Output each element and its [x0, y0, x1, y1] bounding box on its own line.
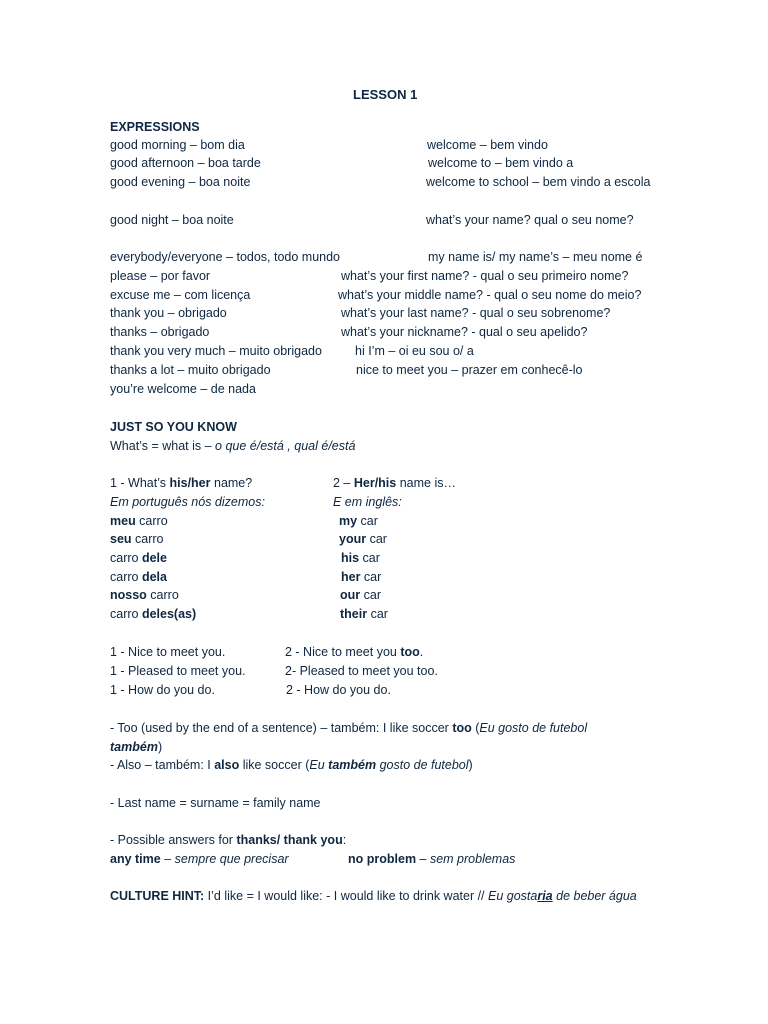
text-bold: meu [110, 514, 136, 528]
portuguese-possessive [110, 586, 179, 604]
greeting-reply [285, 643, 423, 661]
text: - Also – também: I [110, 758, 215, 772]
english-possessive [339, 512, 378, 530]
portuguese-possessive [110, 530, 164, 548]
expression-left: please – por favor [110, 269, 211, 283]
text-bold: her [341, 570, 361, 584]
text: carro [110, 570, 142, 584]
expression-left: excuse me – com licença [110, 288, 251, 302]
page-title: LESSON 1 [353, 87, 418, 102]
text-bold: Her/his [353, 476, 397, 490]
expression-right: what’s your last name? - qual o seu sobrenome? [341, 306, 611, 320]
expression-right: welcome to school – bem vindo a escola [426, 175, 651, 189]
portuguese-label: Em português nós dizemos: [110, 495, 265, 509]
expression-left: good night – boa noite [110, 213, 234, 227]
text-italic: Eu gosto de futebol [479, 721, 588, 735]
text-bold: deles(as) [141, 607, 197, 621]
text: car [357, 514, 378, 528]
text-bold-italic: também [328, 758, 377, 772]
english-possessive [341, 549, 380, 567]
note-last-name: - Last name = surname = family name [110, 796, 321, 810]
culture-hint [110, 887, 637, 905]
english-possessive [340, 605, 388, 623]
expression-left: thank you very much – muito obrigado [110, 344, 322, 358]
english-possessive [340, 586, 381, 604]
text: carro [110, 607, 142, 621]
text-bold: your [339, 532, 367, 546]
text: carro [110, 551, 142, 565]
text-bold: too [452, 721, 472, 735]
jsyk-heading: JUST SO YOU KNOW [110, 420, 237, 434]
text-bold: seu [110, 532, 132, 546]
expressions-heading: EXPRESSIONS [110, 120, 200, 134]
text-emphasis: ria [537, 889, 553, 903]
text: – [160, 852, 175, 866]
text-bold: dele [141, 551, 167, 565]
greeting-line: 1 - How do you do. [110, 683, 215, 697]
text-bold: too [400, 645, 420, 659]
expression-left: everybody/everyone – todos, todo mundo [110, 250, 341, 264]
text-bold: his/her [169, 476, 211, 490]
jsyk-line-text: What’s = what is – [110, 439, 216, 453]
text: - Possible answers for [110, 833, 237, 847]
text: 2 - Nice to meet you [285, 645, 401, 659]
english-label: E em inglês: [333, 495, 402, 509]
text: name is… [396, 476, 456, 490]
expression-right: hi I’m – oi eu sou o/ a [355, 344, 474, 358]
text: : [342, 833, 347, 847]
english-possessive [341, 568, 381, 586]
culture-hint-label: CULTURE HINT: [110, 889, 205, 903]
possessive-question-1 [110, 474, 252, 492]
text: carro [135, 514, 168, 528]
portuguese-possessive [110, 568, 167, 586]
text: I’d like = I would like: - I would like to drink water // [204, 889, 488, 903]
text: ( [471, 721, 480, 735]
expression-left: you’re welcome – de nada [110, 382, 256, 396]
text-bold: his [341, 551, 360, 565]
text-bold: their [340, 607, 368, 621]
expression-right: what’s your name? qual o seu nome? [426, 213, 634, 227]
expression-right: welcome – bem vindo [427, 138, 548, 152]
text-bold: thanks/ thank you [236, 833, 343, 847]
answer-no-problem [348, 850, 515, 868]
answer-any-time [110, 850, 289, 868]
portuguese-possessive [110, 605, 196, 623]
jsyk-line [110, 437, 355, 455]
expression-left: good morning – bom dia [110, 138, 245, 152]
expression-left: good afternoon – boa tarde [110, 156, 261, 170]
expression-left: thanks a lot – muito obrigado [110, 363, 271, 377]
expression-right: welcome to – bem vindo a [428, 156, 574, 170]
text-italic: de beber água [552, 889, 637, 903]
greeting-reply: 2- Pleased to meet you too. [285, 664, 438, 678]
text: car [366, 532, 387, 546]
text: – [416, 852, 430, 866]
text-italic: sem problemas [429, 852, 516, 866]
expression-right: what’s your first name? - qual o seu primeiro nome? [341, 269, 629, 283]
jsyk-line-translation: o que é/está , qual é/está [215, 439, 356, 453]
text: like soccer ( [239, 758, 310, 772]
expression-left: thanks – obrigado [110, 325, 210, 339]
text: car [367, 607, 388, 621]
note-too-continued [110, 738, 162, 756]
possessive-answer-2 [333, 474, 456, 492]
note-also [110, 756, 473, 774]
text: 2 – [333, 476, 354, 490]
text-bold: dela [141, 570, 167, 584]
text-bold: our [340, 588, 361, 602]
text: - Too (used by the end of a sentence) – também: I like soccer [110, 721, 453, 735]
portuguese-possessive [110, 512, 168, 530]
text: carro [146, 588, 179, 602]
expression-left: thank you – obrigado [110, 306, 227, 320]
text-italic: gosto de futebol [376, 758, 469, 772]
expression-right: what’s your middle name? - qual o seu nome do meio? [338, 288, 642, 302]
text: car [360, 588, 381, 602]
text-italic: Eu gosta [488, 889, 538, 903]
text-bold: my [339, 514, 358, 528]
text: car [360, 570, 382, 584]
expression-right: nice to meet you – prazer em conhecê-lo [356, 363, 583, 377]
greeting-reply: 2 - How do you do. [286, 683, 391, 697]
text-italic: sempre que precisar [174, 852, 289, 866]
portuguese-possessive [110, 549, 167, 567]
expression-right: my name is/ my name’s – meu nome é [428, 250, 643, 264]
text: . [419, 645, 424, 659]
note-answers [110, 831, 346, 849]
text: ) [468, 758, 473, 772]
expression-right: what’s your nickname? - qual o seu apelido? [341, 325, 588, 339]
greeting-line: 1 - Pleased to meet you. [110, 664, 246, 678]
text: 1 - What’s [110, 476, 170, 490]
note-too [110, 719, 587, 737]
text-bold-italic: também [110, 740, 158, 754]
text-bold: also [214, 758, 240, 772]
expression-left: good evening – boa noite [110, 175, 251, 189]
text-bold: no problem [348, 852, 417, 866]
english-possessive [339, 530, 387, 548]
text-italic: Eu [309, 758, 329, 772]
greeting-line: 1 - Nice to meet you. [110, 645, 226, 659]
text-bold: nosso [110, 588, 147, 602]
text: carro [131, 532, 164, 546]
text: car [359, 551, 380, 565]
text-bold: any time [110, 852, 161, 866]
text: ) [157, 740, 163, 754]
text: name? [210, 476, 253, 490]
